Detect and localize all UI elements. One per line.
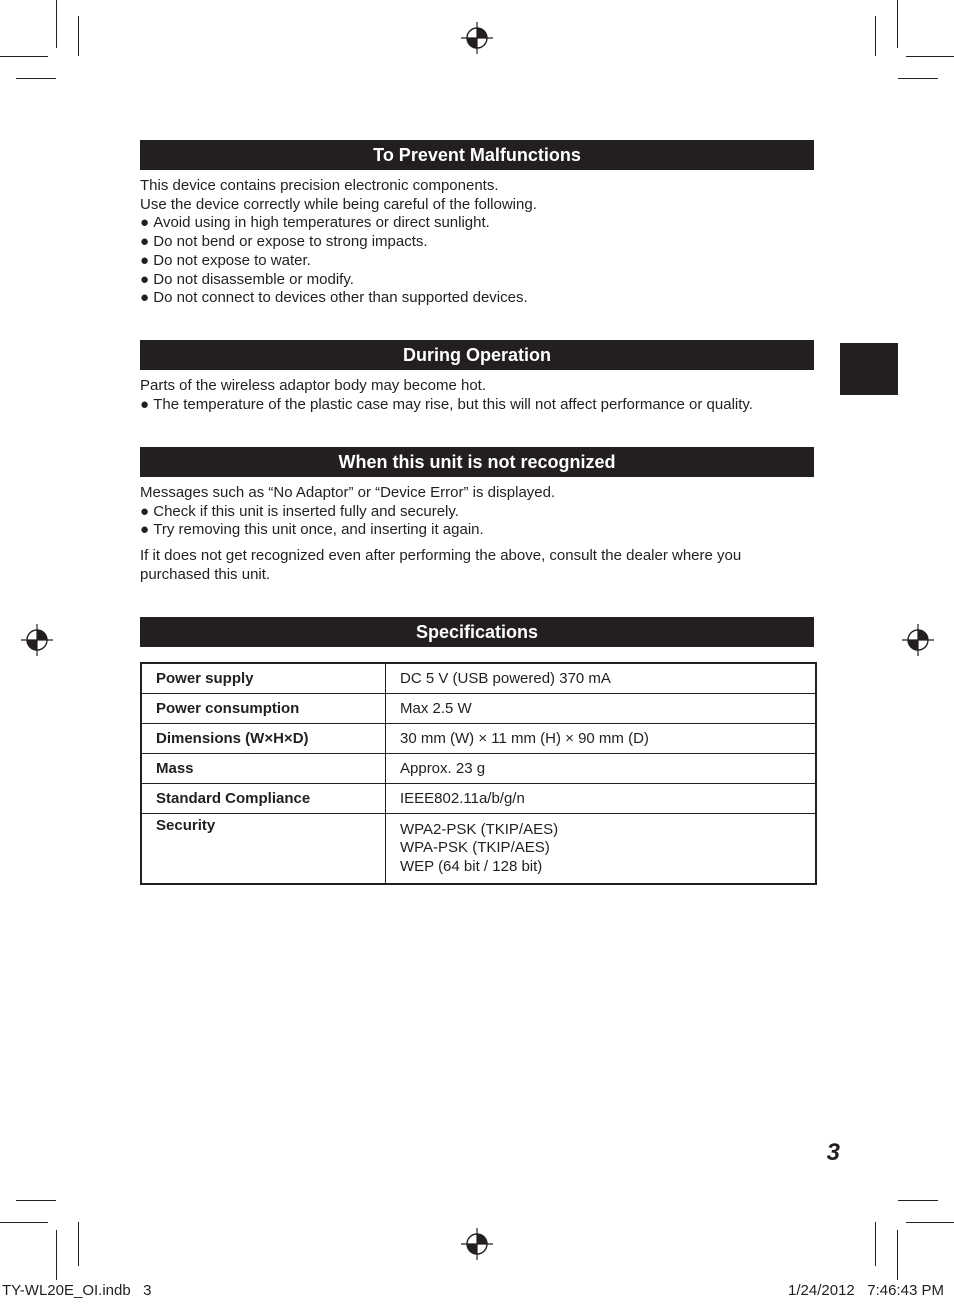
specifications-table [140, 662, 817, 885]
crop-mark [906, 1222, 954, 1223]
crop-mark [875, 16, 876, 56]
section-heading-malfunctions: To Prevent Malfunctions [140, 140, 814, 170]
spec-value: Approx. 23 g [386, 754, 817, 784]
crop-mark [16, 78, 56, 79]
bullet-item: ● Do not disassemble or modify. [140, 271, 812, 290]
paragraph: Use the device correctly while being careful of the following. [140, 195, 537, 213]
section-heading-not-recognized: When this unit is not recognized [140, 447, 814, 477]
bullet-item: ● The temperature of the plastic case may rise, but this will not affect performance or quality. [140, 396, 812, 415]
crop-mark [56, 1230, 57, 1280]
crop-mark [897, 1230, 898, 1280]
crop-mark [898, 78, 938, 79]
paragraph: purchased this unit. [140, 565, 271, 583]
bullet-item: ● Try removing this unit once, and inserting it again. [140, 521, 812, 540]
registration-crosshair-icon [461, 22, 493, 54]
spec-value-line: WPA-PSK (TKIP/AES) [400, 839, 550, 857]
spec-value: IEEE802.11a/b/g/n [386, 784, 817, 814]
crop-mark [78, 16, 79, 56]
bullet-item: ● Do not bend or expose to strong impacts. [140, 233, 812, 252]
spec-label: Power supply [141, 663, 386, 694]
table-row [141, 694, 816, 724]
table-row [141, 814, 816, 885]
crop-mark [0, 56, 48, 57]
registration-crosshair-icon [461, 1228, 493, 1260]
section-tab-marker [840, 343, 898, 395]
crop-mark [56, 0, 57, 48]
spec-value: 30 mm (W) × 11 mm (H) × 90 mm (D) [386, 724, 817, 754]
not-recognized-body [140, 484, 812, 540]
page-number: 3 [826, 1139, 840, 1166]
spec-label: Security [141, 814, 386, 885]
spec-value: DC 5 V (USB powered) 370 mA [386, 663, 817, 694]
spec-label: Dimensions (W×H×D) [141, 724, 386, 754]
bullet-item: ● Check if this unit is inserted fully and securely. [140, 503, 812, 522]
spec-value: Max 2.5 W [386, 694, 817, 724]
crop-mark [78, 1222, 79, 1266]
paragraph: Parts of the wireless adaptor body may become hot. [140, 377, 487, 394]
spec-label: Power consumption [141, 694, 386, 724]
not-recognized-note [140, 547, 812, 584]
registration-crosshair-icon [21, 624, 53, 656]
paragraph: If it does not get recognized even after performing the above, consult the dealer where you [140, 547, 742, 564]
table-row [141, 663, 816, 694]
crop-mark [897, 0, 898, 48]
bullet-item: ● Do not connect to devices other than supported devices. [140, 289, 812, 308]
bullet-item: ● Avoid using in high temperatures or direct sunlight. [140, 214, 812, 233]
spec-label: Mass [141, 754, 386, 784]
spec-value-line: WEP (64 bit / 128 bit) [400, 857, 543, 875]
table-row [141, 754, 816, 784]
paragraph: This device contains precision electronic components. [140, 177, 499, 194]
registration-crosshair-icon [902, 624, 934, 656]
table-row [141, 784, 816, 814]
spec-label: Standard Compliance [141, 784, 386, 814]
section-heading-specifications: Specifications [140, 617, 814, 647]
malfunctions-body [140, 177, 812, 308]
footer-file-info: TY-WL20E_OI.indb 3 [2, 1282, 152, 1299]
crop-mark [16, 1200, 56, 1201]
bullet-item: ● Do not expose to water. [140, 252, 812, 271]
crop-mark [898, 1200, 938, 1201]
footer-timestamp: 1/24/2012 7:46:43 PM [788, 1282, 944, 1299]
crop-mark [906, 56, 954, 57]
table-row [141, 724, 816, 754]
crop-mark [0, 1222, 48, 1223]
operation-body [140, 377, 812, 414]
paragraph: Messages such as “No Adaptor” or “Device Error” is displayed. [140, 484, 556, 501]
crop-mark [875, 1222, 876, 1266]
section-heading-operation: During Operation [140, 340, 814, 370]
spec-value [386, 814, 817, 885]
spec-value-line: WPA2-PSK (TKIP/AES) [400, 820, 559, 838]
